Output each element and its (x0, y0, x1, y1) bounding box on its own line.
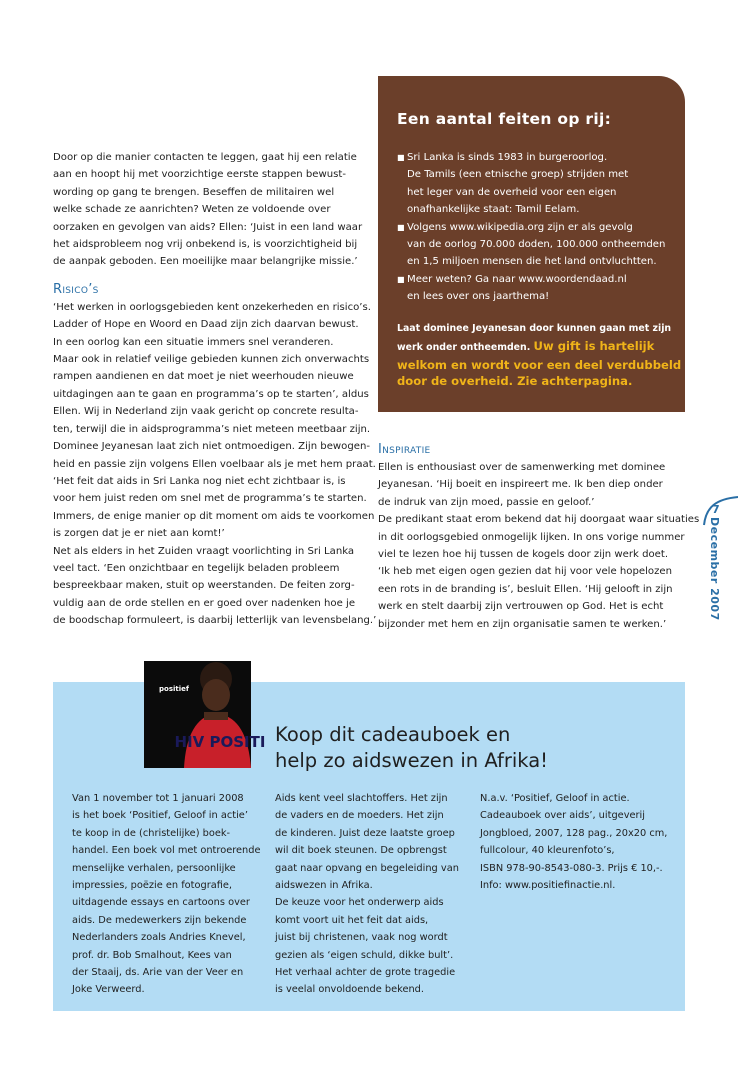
promo-column-3 (480, 790, 667, 894)
appeal-highlight: Uw gift is hartelijk (533, 338, 655, 353)
section-heading-risicos: Risico’s (53, 281, 99, 297)
text-line: ‘Het feit dat aids in Sri Lanka nog niet echt zichtbaar is, is (53, 475, 346, 487)
fact-text: Meer weten? Ga naar www.woordendaad.nl (407, 273, 627, 285)
text-line: Ladder of Hope en Woord en Daad zijn zich daarvan bewust. (53, 319, 359, 331)
fact-item (397, 149, 665, 166)
text-line: Door op die manier contacten te leggen, gaat hij een relatie (53, 152, 357, 163)
text-line: De keuze voor het onderwerp aids (275, 897, 444, 909)
text-line: menselijke verhalen, persoonlijke (72, 862, 236, 874)
text-line: Joke Verweerd. (72, 984, 145, 996)
text-line: heid en passie zijn volgens Ellen voelbaar als je met hem praat. (53, 458, 376, 470)
text-line: komt voort uit het feit dat aids, (275, 914, 429, 926)
text-line: prof. dr. Bob Smalhout, Kees van (72, 949, 232, 961)
book-cover-illustration (144, 661, 266, 768)
fact-text: Sri Lanka is sinds 1983 in burgeroorlog. (407, 152, 608, 163)
page-side-tab (696, 495, 738, 655)
text-line: Van 1 november tot 1 januari 2008 (72, 793, 244, 804)
promo-title-line: help zo aidswezen in Afrika! (275, 748, 548, 772)
text-line: een rots in de branding is’, besluit Ellen. ‘Hij gelooft in zijn (378, 583, 673, 595)
text-line: gezien als ‘eigen schuld, dikke bult’. (275, 949, 454, 961)
text-line: de indruk van zijn moed, passie en geloof.’ (378, 496, 595, 508)
text-line: rampen aandienen en dat moet je niet weerhouden nieuwe (53, 371, 354, 383)
text-line: wording op gang te brengen. Beseffen de militairen wel (53, 186, 335, 198)
section-heading-inspiratie: Inspiratie (378, 442, 431, 457)
text-line: ‘Het werken in oorlogsgebieden kent onzekerheden en risico’s. (53, 301, 371, 313)
right-article-column (378, 441, 698, 633)
text-line: oorzaken en gevolgen van aids? Ellen: ‘Juist in een land waar (53, 221, 363, 233)
text-line: Maar ook in relatief veilige gebieden kunnen zich onverwachts (53, 354, 370, 366)
appeal-text: werk onder ontheemden. (397, 341, 531, 353)
square-bullet-icon: ■ (397, 274, 405, 284)
facts-list (397, 149, 665, 306)
text-line: handel. Een boek vol met ontroerende (72, 845, 261, 857)
text-line: juist bij christenen, vaak nog wordt (275, 932, 448, 944)
text-line: aids. De medewerkers zijn bekende (72, 914, 247, 926)
text-line: is veelal onvoldoende bekend. (275, 984, 425, 996)
fact-text: van de oorlog 70.000 doden, 100.000 ontheemden (407, 239, 666, 251)
book-cover-image (144, 661, 266, 768)
appeal-line: Laat dominee Jeyanesan door kunnen gaan met zijn (397, 323, 672, 334)
fact-text: en lees over ons jaarthema! (407, 291, 550, 303)
appeal-line (397, 338, 681, 357)
text-line: veel tact. ‘Een onzichtbaar en tegelijk beladen probleem (53, 562, 340, 574)
fact-text: onafhankelijke staat: Tamil Eelam. (407, 204, 580, 216)
text-line: de kinderen. Juist deze laatste groep (275, 827, 455, 839)
text-line: der Staaij, ds. Arie van der Veer en (72, 967, 244, 979)
text-line: viel te lezen hoe hij tussen de kogels door zijn werk doet. (378, 549, 669, 561)
risicos-paragraph (53, 299, 377, 630)
text-line: Het verhaal achter de grote tragedie (275, 967, 456, 979)
text-line: gaat naar opvang en begeleiding van (275, 862, 459, 874)
cover-title: positief (159, 685, 189, 693)
promo-column-2 (275, 790, 459, 999)
text-line: in dit oorlogsgebied onmogelijk lijken. In ons vorige nummer (378, 531, 685, 543)
text-line: aidswezen in Afrika. (275, 880, 373, 892)
text-line: bijzonder met hem en zijn organisatie samen te werken.’ (378, 618, 667, 630)
appeal-highlight-line: welkom en wordt voor een deel verdubbeld (397, 357, 682, 372)
text-line: Info: www.positiefinactie.nl. (480, 880, 616, 892)
promo-title (275, 722, 548, 773)
facts-box (378, 76, 685, 412)
text-line: uitdagingen aan te gaan en programma’s op te starten’, aldus (53, 388, 369, 400)
text-line: Jongbloed, 2007, 128 pag., 20x20 cm, (480, 827, 668, 839)
text-line: Nederlanders zoals Andries Knevel, (72, 932, 246, 944)
text-line: vuldig aan de orde stellen en er goed over nadenken hoe je (53, 597, 356, 609)
text-line: welke schade ze aanrichten? Weten ze voldoende over (53, 204, 331, 216)
text-line: In een oorlog kan een situatie immers snel veranderen. (53, 336, 334, 348)
text-line: De predikant staat erom bekend dat hij doorgaat waar situaties (378, 514, 700, 526)
text-line: is zorgen dat je er niet aan komt!’ (53, 528, 225, 540)
text-line: Net als elders in het Zuiden vraagt voorlichting in Sri Lanka (53, 545, 355, 557)
text-line: het aidsprobleem nog vrij onbekend is, is voorzichtigheid bij (53, 239, 358, 251)
text-line: wil dit boek steunen. De opbrengst (275, 845, 447, 857)
square-bullet-icon: ■ (397, 153, 405, 162)
text-line: bespreekbaar maken, stuit op weerstanden. De feiten zorg- (53, 580, 355, 592)
text-line: Ellen is enthousiast over de samenwerking met dominee (378, 462, 666, 473)
text-line: Dominee Jeyanesan laat zich niet ontmoedigen. Zijn bewogen- (53, 441, 371, 453)
promo-title-line: Koop dit cadeauboek en (275, 723, 511, 746)
square-bullet-icon: ■ (397, 222, 405, 232)
text-line: Cadeauboek over aids’, uitgeverij (480, 810, 645, 822)
shirt-print: HIV POSITI (174, 733, 266, 751)
text-line: voor hem juist reden om snel met de programma’s te starten. (53, 493, 367, 505)
fact-text: het leger van de overheid voor een eigen (407, 186, 617, 198)
text-line: Jeyanesan. ‘Hij boeit en inspireert me. Ik ben diep onder (378, 479, 663, 491)
text-line: is het boek ‘Positief, Geloof in actie’ (72, 810, 248, 822)
issue-date: December 2007 (708, 517, 721, 621)
text-line: ten, terwijl die in aidsprogramma’s niet meteen meetbaar zijn. (53, 423, 371, 435)
promo-column-1 (72, 790, 261, 999)
fact-text: en 1,5 miljoen mensen die het land ontvluchtten. (407, 256, 657, 268)
fact-item (397, 219, 665, 236)
text-line: de vaders en de moeders. Het zijn (275, 810, 444, 822)
text-line: N.a.v. ‘Positief, Geloof in actie. (480, 793, 630, 804)
page-number: 7 (712, 503, 720, 516)
text-line: werk en stelt daarbij zijn vertrouwen op God. Het is echt (378, 601, 664, 613)
intro-paragraph (53, 149, 363, 271)
text-line: uitdagende essays en cartoons over (72, 897, 250, 909)
text-line: aan en hoopt hij met voorzichtige eerste stappen bewust- (53, 169, 347, 181)
fact-text: Volgens www.wikipedia.org zijn er als gevolg (407, 221, 633, 233)
text-line: Immers, de enige manier op dit moment om aids te voorkomen (53, 510, 375, 522)
text-line: ‘Ik heb met eigen ogen gezien dat hij voor vele hopelozen (378, 566, 672, 578)
text-line: de aanpak geboden. Een moeilijke maar belangrijke missie.’ (53, 256, 358, 268)
inspiratie-paragraph (378, 459, 698, 633)
text-line: te koop in de (christelijke) boek- (72, 827, 231, 839)
appeal-highlight-line: door de overheid. Zie achterpagina. (397, 374, 633, 389)
text-line: impressies, poëzie en fotografie, (72, 880, 233, 892)
facts-box-title: Een aantal feiten op rij: (397, 110, 612, 128)
fact-text: De Tamils (een etnische groep) strijden met (407, 169, 629, 181)
left-article-column (53, 149, 377, 630)
fact-item (397, 271, 665, 288)
text-line: de boodschap formuleert, is daarbij letterlijk van levensbelang.’ (53, 615, 377, 627)
text-line: ISBN 978-90-8543-080-3. Prijs € 10,-. (480, 862, 663, 874)
donation-appeal (397, 321, 681, 390)
text-line: Aids kent veel slachtoffers. Het zijn (275, 793, 448, 804)
text-line: fullcolour, 40 kleurenfoto’s, (480, 845, 615, 857)
text-line: Ellen. Wij in Nederland zijn vaak gericht op concrete resulta- (53, 406, 359, 418)
